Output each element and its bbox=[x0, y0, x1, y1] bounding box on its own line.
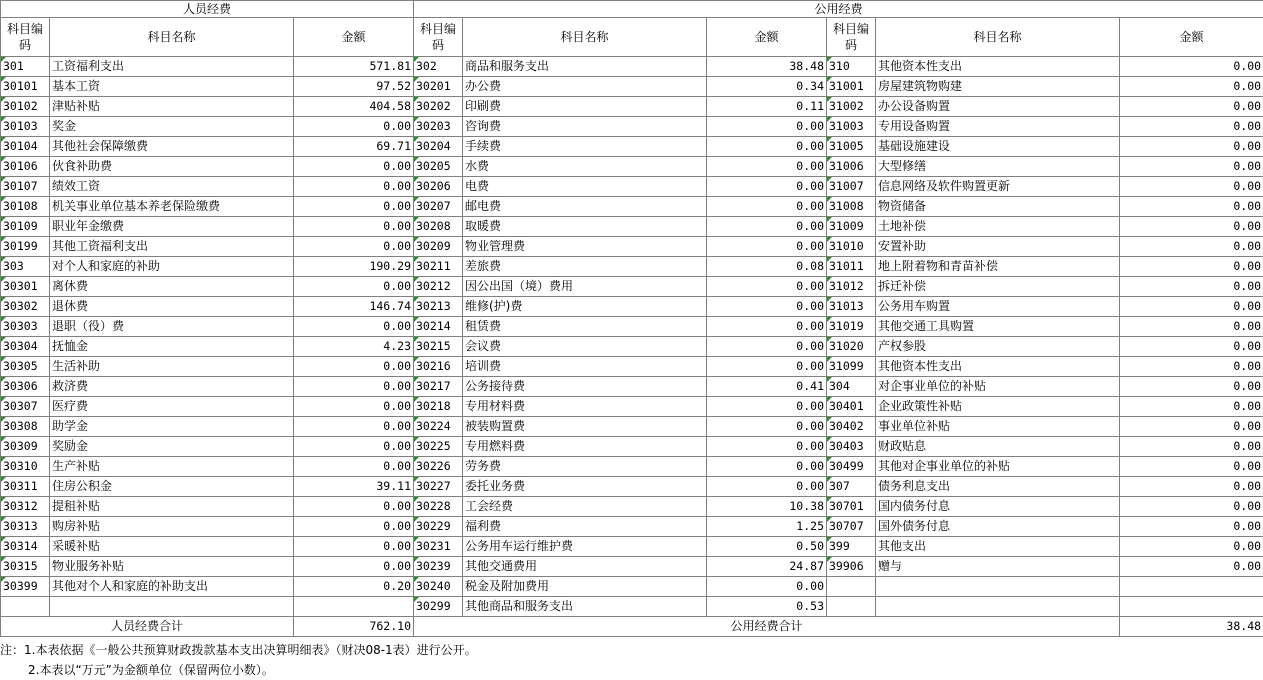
personnel-name-cell: 抚恤金 bbox=[50, 337, 294, 357]
public-a-name-cell: 劳务费 bbox=[463, 457, 707, 477]
public-a-name-cell: 水费 bbox=[463, 157, 707, 177]
public-b-amount-cell: 0.00 bbox=[1120, 397, 1263, 417]
public-b-code-cell bbox=[827, 597, 876, 617]
public-a-code-cell: 30215 bbox=[414, 337, 463, 357]
totals-row bbox=[1, 617, 1263, 637]
personnel-code-cell: 30108 bbox=[1, 197, 50, 217]
column-header-code: 科目编码 bbox=[414, 18, 463, 57]
personnel-amount-cell: 0.00 bbox=[294, 497, 414, 517]
table-row bbox=[1, 177, 1263, 197]
public-a-code-cell: 30213 bbox=[414, 297, 463, 317]
personnel-name-cell: 其他社会保障缴费 bbox=[50, 137, 294, 157]
personnel-name-cell: 机关事业单位基本养老保险缴费 bbox=[50, 197, 294, 217]
public-b-name-cell bbox=[876, 577, 1120, 597]
personnel-code-cell: 30304 bbox=[1, 337, 50, 357]
personnel-amount-cell: 0.00 bbox=[294, 177, 414, 197]
personnel-code-cell: 30107 bbox=[1, 177, 50, 197]
public-a-name-cell: 被装购置费 bbox=[463, 417, 707, 437]
public-a-name-cell: 手续费 bbox=[463, 137, 707, 157]
public-b-name-cell: 国内债务付息 bbox=[876, 497, 1120, 517]
public-a-amount-cell: 0.08 bbox=[707, 257, 827, 277]
public-a-name-cell: 电费 bbox=[463, 177, 707, 197]
public-b-amount-cell bbox=[1120, 577, 1263, 597]
table-row bbox=[1, 537, 1263, 557]
personnel-code-cell: 30102 bbox=[1, 97, 50, 117]
public-b-amount-cell: 0.00 bbox=[1120, 117, 1263, 137]
public-a-code-cell: 30229 bbox=[414, 517, 463, 537]
personnel-name-cell: 退休费 bbox=[50, 297, 294, 317]
table-row bbox=[1, 197, 1263, 217]
public-b-name-cell: 物资储备 bbox=[876, 197, 1120, 217]
public-b-name-cell: 安置补助 bbox=[876, 237, 1120, 257]
personnel-code-cell: 30199 bbox=[1, 237, 50, 257]
footnote-2: 2.本表以“万元”为金额单位（保留两位小数）。 bbox=[0, 660, 477, 680]
public-a-code-cell: 30202 bbox=[414, 97, 463, 117]
table-row bbox=[1, 237, 1263, 257]
public-a-amount-cell: 0.00 bbox=[707, 457, 827, 477]
public-b-name-cell: 专用设备购置 bbox=[876, 117, 1120, 137]
public-a-name-cell: 咨询费 bbox=[463, 117, 707, 137]
public-a-amount-cell: 0.00 bbox=[707, 477, 827, 497]
public-a-name-cell: 公务接待费 bbox=[463, 377, 707, 397]
table-row bbox=[1, 597, 1263, 617]
table-row bbox=[1, 217, 1263, 237]
public-b-name-cell: 其他资本性支出 bbox=[876, 357, 1120, 377]
personnel-name-cell: 提租补贴 bbox=[50, 497, 294, 517]
public-a-name-cell: 印刷费 bbox=[463, 97, 707, 117]
personnel-total-amount: 762.10 bbox=[294, 617, 414, 637]
column-header-amount: 金额 bbox=[294, 18, 414, 57]
public-b-name-cell: 赠与 bbox=[876, 557, 1120, 577]
personnel-code-cell: 30314 bbox=[1, 537, 50, 557]
public-a-name-cell: 物业管理费 bbox=[463, 237, 707, 257]
public-a-amount-cell: 0.00 bbox=[707, 117, 827, 137]
public-b-code-cell: 30403 bbox=[827, 437, 876, 457]
public-b-code-cell: 31001 bbox=[827, 77, 876, 97]
public-b-name-cell: 对企事业单位的补贴 bbox=[876, 377, 1120, 397]
public-a-code-cell: 30239 bbox=[414, 557, 463, 577]
personnel-code-cell: 30101 bbox=[1, 77, 50, 97]
public-a-name-cell: 办公费 bbox=[463, 77, 707, 97]
public-b-name-cell: 信息网络及软件购置更新 bbox=[876, 177, 1120, 197]
public-b-name-cell: 国外债务付息 bbox=[876, 517, 1120, 537]
personnel-amount-cell: 146.74 bbox=[294, 297, 414, 317]
public-a-code-cell: 30207 bbox=[414, 197, 463, 217]
public-a-code-cell: 30211 bbox=[414, 257, 463, 277]
public-b-name-cell: 地上附着物和青苗补偿 bbox=[876, 257, 1120, 277]
public-b-amount-cell: 0.00 bbox=[1120, 477, 1263, 497]
public-b-name-cell: 债务利息支出 bbox=[876, 477, 1120, 497]
public-b-code-cell: 31008 bbox=[827, 197, 876, 217]
personnel-amount-cell: 0.00 bbox=[294, 277, 414, 297]
public-b-code-cell: 307 bbox=[827, 477, 876, 497]
public-a-name-cell: 培训费 bbox=[463, 357, 707, 377]
table-row bbox=[1, 497, 1263, 517]
public-b-name-cell: 拆迁补偿 bbox=[876, 277, 1120, 297]
public-b-name-cell: 事业单位补贴 bbox=[876, 417, 1120, 437]
personnel-code-cell bbox=[1, 597, 50, 617]
table-row bbox=[1, 277, 1263, 297]
public-a-code-cell: 30204 bbox=[414, 137, 463, 157]
public-b-amount-cell: 0.00 bbox=[1120, 77, 1263, 97]
public-b-code-cell: 399 bbox=[827, 537, 876, 557]
table-row bbox=[1, 457, 1263, 477]
personnel-amount-cell: 571.81 bbox=[294, 57, 414, 77]
public-a-code-cell: 302 bbox=[414, 57, 463, 77]
personnel-name-cell: 医疗费 bbox=[50, 397, 294, 417]
personnel-code-cell: 30109 bbox=[1, 217, 50, 237]
personnel-code-cell: 30302 bbox=[1, 297, 50, 317]
personnel-amount-cell: 97.52 bbox=[294, 77, 414, 97]
public-b-code-cell: 31011 bbox=[827, 257, 876, 277]
personnel-amount-cell: 0.00 bbox=[294, 397, 414, 417]
public-b-amount-cell: 0.00 bbox=[1120, 517, 1263, 537]
public-a-amount-cell: 0.00 bbox=[707, 177, 827, 197]
public-a-code-cell: 30212 bbox=[414, 277, 463, 297]
public-b-code-cell: 31019 bbox=[827, 317, 876, 337]
public-b-name-cell: 产权参股 bbox=[876, 337, 1120, 357]
public-a-code-cell: 30224 bbox=[414, 417, 463, 437]
personnel-code-cell: 30303 bbox=[1, 317, 50, 337]
public-b-amount-cell: 0.00 bbox=[1120, 257, 1263, 277]
table-row bbox=[1, 317, 1263, 337]
public-a-amount-cell: 0.00 bbox=[707, 317, 827, 337]
personnel-code-cell: 303 bbox=[1, 257, 50, 277]
public-b-name-cell: 其他交通工具购置 bbox=[876, 317, 1120, 337]
public-a-code-cell: 30226 bbox=[414, 457, 463, 477]
public-a-code-cell: 30206 bbox=[414, 177, 463, 197]
public-a-name-cell: 专用燃料费 bbox=[463, 437, 707, 457]
public-b-code-cell: 30701 bbox=[827, 497, 876, 517]
personnel-name-cell: 工资福利支出 bbox=[50, 57, 294, 77]
public-a-name-cell: 维修(护)费 bbox=[463, 297, 707, 317]
public-b-amount-cell: 0.00 bbox=[1120, 337, 1263, 357]
footnotes bbox=[0, 640, 477, 680]
personnel-amount-cell: 0.20 bbox=[294, 577, 414, 597]
public-b-amount-cell: 0.00 bbox=[1120, 317, 1263, 337]
public-a-name-cell: 公务用车运行维护费 bbox=[463, 537, 707, 557]
table-row bbox=[1, 517, 1263, 537]
public-b-name-cell: 大型修缮 bbox=[876, 157, 1120, 177]
public-b-amount-cell: 0.00 bbox=[1120, 457, 1263, 477]
personnel-name-cell: 生产补贴 bbox=[50, 457, 294, 477]
public-a-code-cell: 30205 bbox=[414, 157, 463, 177]
public-a-amount-cell: 0.00 bbox=[707, 157, 827, 177]
personnel-name-cell bbox=[50, 597, 294, 617]
public-a-code-cell: 30214 bbox=[414, 317, 463, 337]
table-row bbox=[1, 417, 1263, 437]
personnel-code-cell: 30307 bbox=[1, 397, 50, 417]
public-a-amount-cell: 0.00 bbox=[707, 437, 827, 457]
public-a-amount-cell: 10.38 bbox=[707, 497, 827, 517]
personnel-amount-cell: 0.00 bbox=[294, 117, 414, 137]
public-b-code-cell: 31012 bbox=[827, 277, 876, 297]
public-a-code-cell: 30217 bbox=[414, 377, 463, 397]
personnel-amount-cell: 4.23 bbox=[294, 337, 414, 357]
personnel-amount-cell: 69.71 bbox=[294, 137, 414, 157]
public-b-code-cell: 31013 bbox=[827, 297, 876, 317]
public-b-amount-cell: 0.00 bbox=[1120, 557, 1263, 577]
public-a-amount-cell: 0.00 bbox=[707, 217, 827, 237]
public-a-code-cell: 30299 bbox=[414, 597, 463, 617]
public-b-name-cell: 公务用车购置 bbox=[876, 297, 1120, 317]
personnel-name-cell: 救济费 bbox=[50, 377, 294, 397]
public-a-amount-cell: 0.00 bbox=[707, 297, 827, 317]
public-a-amount-cell: 1.25 bbox=[707, 517, 827, 537]
public-a-amount-cell: 24.87 bbox=[707, 557, 827, 577]
personnel-code-cell: 30312 bbox=[1, 497, 50, 517]
personnel-total-label: 人员经费合计 bbox=[1, 617, 294, 637]
personnel-amount-cell: 0.00 bbox=[294, 197, 414, 217]
personnel-code-cell: 30104 bbox=[1, 137, 50, 157]
public-b-amount-cell: 0.00 bbox=[1120, 417, 1263, 437]
personnel-name-cell: 住房公积金 bbox=[50, 477, 294, 497]
public-a-amount-cell: 0.00 bbox=[707, 197, 827, 217]
public-b-amount-cell: 0.00 bbox=[1120, 297, 1263, 317]
table-row bbox=[1, 97, 1263, 117]
public-a-code-cell: 30201 bbox=[414, 77, 463, 97]
personnel-name-cell: 其他对个人和家庭的补助支出 bbox=[50, 577, 294, 597]
public-a-name-cell: 福利费 bbox=[463, 517, 707, 537]
public-b-code-cell: 30402 bbox=[827, 417, 876, 437]
public-b-code-cell: 310 bbox=[827, 57, 876, 77]
public-a-name-cell: 工会经费 bbox=[463, 497, 707, 517]
table-row bbox=[1, 557, 1263, 577]
personnel-name-cell: 津贴补贴 bbox=[50, 97, 294, 117]
personnel-code-cell: 30313 bbox=[1, 517, 50, 537]
public-b-code-cell: 30499 bbox=[827, 457, 876, 477]
public-b-name-cell: 基础设施建设 bbox=[876, 137, 1120, 157]
public-a-amount-cell: 0.00 bbox=[707, 277, 827, 297]
personnel-amount-cell: 0.00 bbox=[294, 377, 414, 397]
personnel-amount-cell: 0.00 bbox=[294, 237, 414, 257]
public-b-amount-cell: 0.00 bbox=[1120, 277, 1263, 297]
personnel-code-cell: 30308 bbox=[1, 417, 50, 437]
public-b-name-cell: 其他支出 bbox=[876, 537, 1120, 557]
public-b-amount-cell bbox=[1120, 597, 1263, 617]
personnel-name-cell: 生活补助 bbox=[50, 357, 294, 377]
public-a-amount-cell: 0.34 bbox=[707, 77, 827, 97]
personnel-code-cell: 30310 bbox=[1, 457, 50, 477]
public-a-amount-cell: 0.11 bbox=[707, 97, 827, 117]
personnel-code-cell: 30306 bbox=[1, 377, 50, 397]
public-b-code-cell: 31010 bbox=[827, 237, 876, 257]
personnel-amount-cell: 0.00 bbox=[294, 317, 414, 337]
table-row bbox=[1, 437, 1263, 457]
public-a-amount-cell: 0.00 bbox=[707, 397, 827, 417]
public-a-amount-cell: 0.41 bbox=[707, 377, 827, 397]
personnel-amount-cell: 0.00 bbox=[294, 457, 414, 477]
public-a-amount-cell: 0.00 bbox=[707, 577, 827, 597]
public-b-code-cell: 31006 bbox=[827, 157, 876, 177]
public-b-amount-cell: 0.00 bbox=[1120, 537, 1263, 557]
personnel-name-cell: 职业年金缴费 bbox=[50, 217, 294, 237]
public-a-code-cell: 30203 bbox=[414, 117, 463, 137]
personnel-amount-cell: 0.00 bbox=[294, 437, 414, 457]
column-header-name: 科目名称 bbox=[463, 18, 707, 57]
personnel-amount-cell bbox=[294, 597, 414, 617]
public-b-name-cell bbox=[876, 597, 1120, 617]
table-row bbox=[1, 297, 1263, 317]
public-a-code-cell: 30227 bbox=[414, 477, 463, 497]
personnel-code-cell: 301 bbox=[1, 57, 50, 77]
public-a-name-cell: 邮电费 bbox=[463, 197, 707, 217]
personnel-code-cell: 30301 bbox=[1, 277, 50, 297]
table-row bbox=[1, 577, 1263, 597]
table-row bbox=[1, 137, 1263, 157]
group-header-personnel: 人员经费 bbox=[1, 1, 414, 18]
public-a-name-cell: 其他交通费用 bbox=[463, 557, 707, 577]
personnel-amount-cell: 0.00 bbox=[294, 157, 414, 177]
public-a-code-cell: 30228 bbox=[414, 497, 463, 517]
public-b-amount-cell: 0.00 bbox=[1120, 437, 1263, 457]
group-header-public: 公用经费 bbox=[414, 1, 1263, 18]
personnel-name-cell: 退职（役）费 bbox=[50, 317, 294, 337]
personnel-name-cell: 奖金 bbox=[50, 117, 294, 137]
personnel-name-cell: 绩效工资 bbox=[50, 177, 294, 197]
column-header-name: 科目名称 bbox=[50, 18, 294, 57]
personnel-name-cell: 基本工资 bbox=[50, 77, 294, 97]
table-row bbox=[1, 77, 1263, 97]
public-a-amount-cell: 0.00 bbox=[707, 417, 827, 437]
public-b-name-cell: 其他对企事业单位的补贴 bbox=[876, 457, 1120, 477]
table-row bbox=[1, 477, 1263, 497]
public-b-code-cell: 31002 bbox=[827, 97, 876, 117]
public-total-label: 公用经费合计 bbox=[414, 617, 1120, 637]
public-b-name-cell: 其他资本性支出 bbox=[876, 57, 1120, 77]
public-a-amount-cell: 0.00 bbox=[707, 237, 827, 257]
public-a-name-cell: 会议费 bbox=[463, 337, 707, 357]
public-b-name-cell: 办公设备购置 bbox=[876, 97, 1120, 117]
public-b-amount-cell: 0.00 bbox=[1120, 357, 1263, 377]
public-b-name-cell: 房屋建筑物购建 bbox=[876, 77, 1120, 97]
personnel-code-cell: 30103 bbox=[1, 117, 50, 137]
public-a-amount-cell: 0.53 bbox=[707, 597, 827, 617]
public-a-name-cell: 商品和服务支出 bbox=[463, 57, 707, 77]
table-row bbox=[1, 57, 1263, 77]
column-header-code: 科目编码 bbox=[1, 18, 50, 57]
column-header-name: 科目名称 bbox=[876, 18, 1120, 57]
personnel-amount-cell: 0.00 bbox=[294, 557, 414, 577]
personnel-amount-cell: 39.11 bbox=[294, 477, 414, 497]
personnel-code-cell: 30315 bbox=[1, 557, 50, 577]
personnel-amount-cell: 0.00 bbox=[294, 517, 414, 537]
personnel-code-cell: 30311 bbox=[1, 477, 50, 497]
personnel-amount-cell: 0.00 bbox=[294, 357, 414, 377]
table-row bbox=[1, 157, 1263, 177]
public-a-code-cell: 30208 bbox=[414, 217, 463, 237]
public-b-amount-cell: 0.00 bbox=[1120, 97, 1263, 117]
public-total-amount: 38.48 bbox=[1120, 617, 1263, 637]
public-b-code-cell: 39906 bbox=[827, 557, 876, 577]
public-a-amount-cell: 0.00 bbox=[707, 137, 827, 157]
public-b-amount-cell: 0.00 bbox=[1120, 237, 1263, 257]
public-b-amount-cell: 0.00 bbox=[1120, 377, 1263, 397]
table-row bbox=[1, 257, 1263, 277]
personnel-name-cell: 对个人和家庭的补助 bbox=[50, 257, 294, 277]
column-header-amount: 金额 bbox=[1120, 18, 1263, 57]
public-b-code-cell: 31007 bbox=[827, 177, 876, 197]
public-a-code-cell: 30218 bbox=[414, 397, 463, 417]
personnel-name-cell: 奖励金 bbox=[50, 437, 294, 457]
personnel-name-cell: 助学金 bbox=[50, 417, 294, 437]
table-row bbox=[1, 377, 1263, 397]
public-a-amount-cell: 0.00 bbox=[707, 357, 827, 377]
personnel-code-cell: 30305 bbox=[1, 357, 50, 377]
table-row bbox=[1, 337, 1263, 357]
public-b-code-cell: 31003 bbox=[827, 117, 876, 137]
personnel-name-cell: 购房补贴 bbox=[50, 517, 294, 537]
public-a-code-cell: 30231 bbox=[414, 537, 463, 557]
public-a-name-cell: 委托业务费 bbox=[463, 477, 707, 497]
public-a-name-cell: 因公出国（境）费用 bbox=[463, 277, 707, 297]
public-b-amount-cell: 0.00 bbox=[1120, 197, 1263, 217]
public-b-amount-cell: 0.00 bbox=[1120, 497, 1263, 517]
personnel-amount-cell: 404.58 bbox=[294, 97, 414, 117]
column-header-code: 科目编码 bbox=[827, 18, 876, 57]
public-a-name-cell: 专用材料费 bbox=[463, 397, 707, 417]
public-b-name-cell: 财政贴息 bbox=[876, 437, 1120, 457]
public-b-code-cell: 31020 bbox=[827, 337, 876, 357]
table-row bbox=[1, 357, 1263, 377]
public-b-code-cell: 31005 bbox=[827, 137, 876, 157]
personnel-amount-cell: 0.00 bbox=[294, 417, 414, 437]
public-b-amount-cell: 0.00 bbox=[1120, 217, 1263, 237]
public-a-name-cell: 税金及附加费用 bbox=[463, 577, 707, 597]
public-a-name-cell: 租赁费 bbox=[463, 317, 707, 337]
personnel-code-cell: 30309 bbox=[1, 437, 50, 457]
public-a-amount-cell: 38.48 bbox=[707, 57, 827, 77]
public-b-name-cell: 土地补偿 bbox=[876, 217, 1120, 237]
table-row bbox=[1, 117, 1263, 137]
personnel-name-cell: 物业服务补贴 bbox=[50, 557, 294, 577]
personnel-amount-cell: 0.00 bbox=[294, 217, 414, 237]
personnel-name-cell: 伙食补助费 bbox=[50, 157, 294, 177]
public-b-code-cell: 30401 bbox=[827, 397, 876, 417]
personnel-code-cell: 30399 bbox=[1, 577, 50, 597]
personnel-code-cell: 30106 bbox=[1, 157, 50, 177]
public-b-code-cell: 304 bbox=[827, 377, 876, 397]
public-b-code-cell: 31099 bbox=[827, 357, 876, 377]
personnel-amount-cell: 0.00 bbox=[294, 537, 414, 557]
public-b-amount-cell: 0.00 bbox=[1120, 157, 1263, 177]
personnel-name-cell: 采暖补贴 bbox=[50, 537, 294, 557]
public-b-code-cell: 30707 bbox=[827, 517, 876, 537]
public-b-amount-cell: 0.00 bbox=[1120, 57, 1263, 77]
public-a-name-cell: 其他商品和服务支出 bbox=[463, 597, 707, 617]
table-row bbox=[1, 397, 1263, 417]
public-a-name-cell: 差旅费 bbox=[463, 257, 707, 277]
public-a-code-cell: 30209 bbox=[414, 237, 463, 257]
public-a-code-cell: 30240 bbox=[414, 577, 463, 597]
public-a-amount-cell: 0.50 bbox=[707, 537, 827, 557]
public-a-code-cell: 30216 bbox=[414, 357, 463, 377]
public-a-code-cell: 30225 bbox=[414, 437, 463, 457]
personnel-name-cell: 其他工资福利支出 bbox=[50, 237, 294, 257]
public-b-code-cell: 31009 bbox=[827, 217, 876, 237]
footnote-1: 注：1.本表依据《一般公共预算财政拨款基本支出决算明细表》（财决08-1表）进行公开。 bbox=[0, 640, 477, 660]
public-b-amount-cell: 0.00 bbox=[1120, 137, 1263, 157]
column-header-amount: 金额 bbox=[707, 18, 827, 57]
public-b-amount-cell: 0.00 bbox=[1120, 177, 1263, 197]
personnel-name-cell: 离休费 bbox=[50, 277, 294, 297]
public-a-name-cell: 取暖费 bbox=[463, 217, 707, 237]
public-b-code-cell bbox=[827, 577, 876, 597]
public-a-amount-cell: 0.00 bbox=[707, 337, 827, 357]
personnel-amount-cell: 190.29 bbox=[294, 257, 414, 277]
public-b-name-cell: 企业政策性补贴 bbox=[876, 397, 1120, 417]
